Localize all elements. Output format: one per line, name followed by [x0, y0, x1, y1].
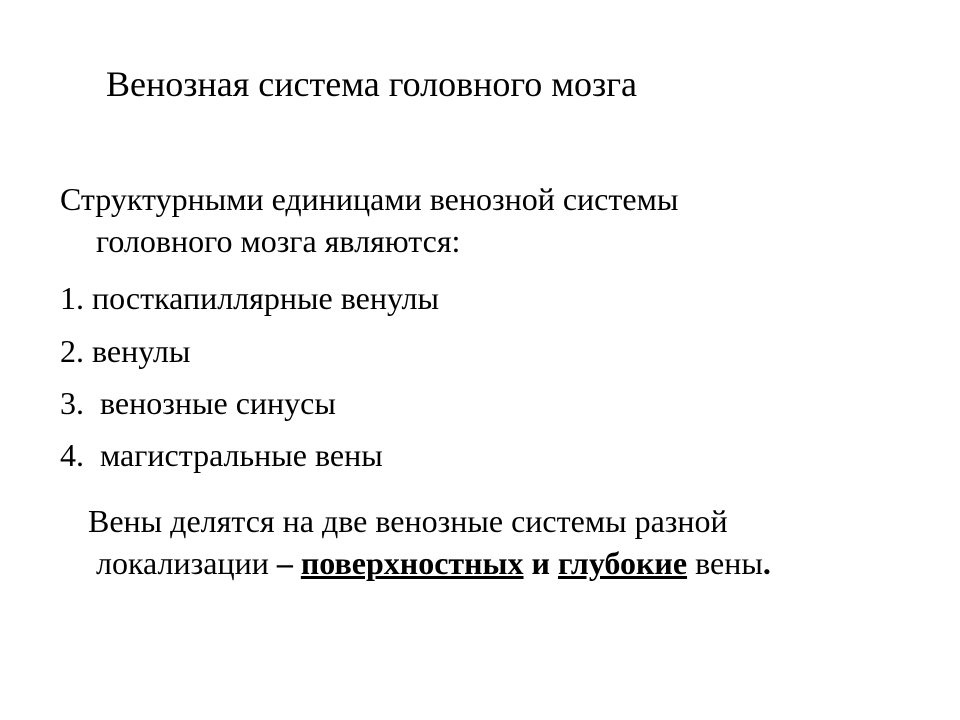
- summary-prefix: локализации: [96, 545, 277, 581]
- summary-line-2: [88, 542, 908, 584]
- surface-veins-term: поверхностных: [300, 545, 524, 581]
- list-item-postcapillary-venules: 1. посткапиллярные венулы: [60, 280, 439, 316]
- intro-paragraph: [60, 178, 880, 262]
- intro-line-1: Структурными единицами венозной системы: [60, 181, 679, 217]
- summary-period: .: [762, 545, 771, 581]
- list-item-venous-sinuses: 3. венозные синусы: [60, 385, 336, 421]
- list-item-main-veins: 4. магистральные вены: [60, 437, 383, 473]
- intro-line-2: головного мозга являются:: [96, 223, 461, 259]
- list-item-venules: 2. венулы: [60, 333, 191, 369]
- summary-line-1: Вены делятся на две венозные системы разной: [88, 503, 728, 539]
- deep-veins-term: глубокие: [557, 545, 688, 581]
- summary-and: и: [531, 545, 550, 581]
- summary-dash: –: [276, 545, 293, 581]
- summary-paragraph: [88, 500, 908, 584]
- slide-title: Венозная система головного мозга: [106, 64, 637, 104]
- summary-veins-word: вены: [687, 545, 763, 581]
